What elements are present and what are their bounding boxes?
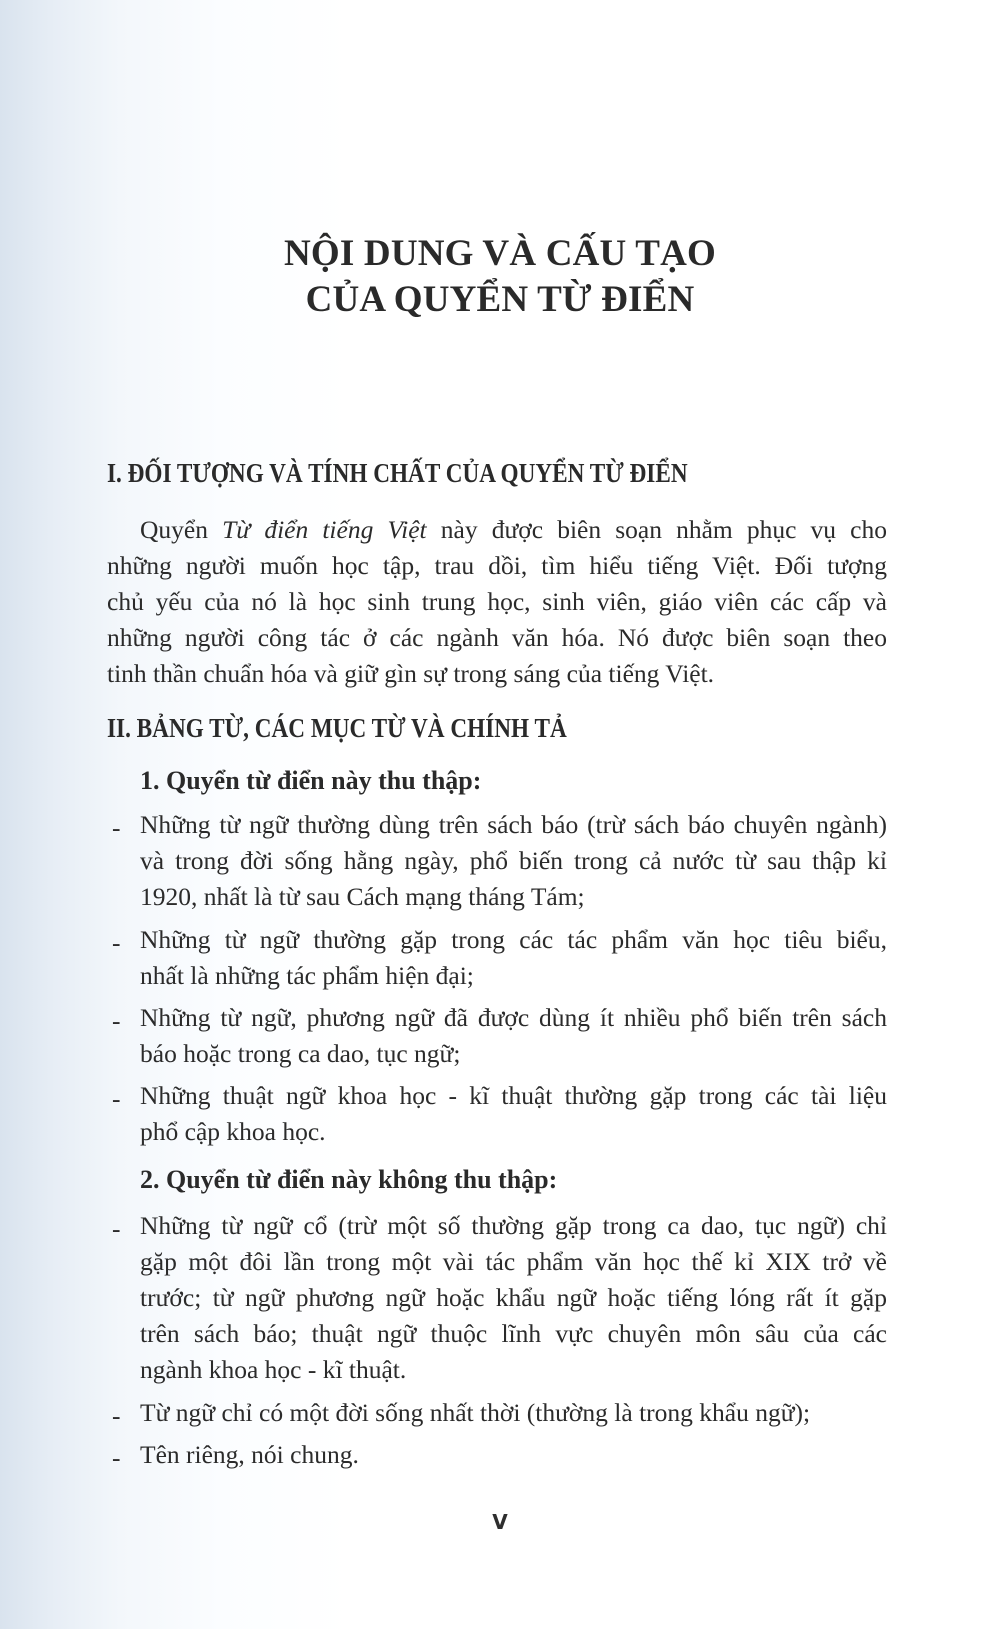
book-title-italic: Từ điển tiếng Việt bbox=[222, 515, 427, 544]
list-item-line: gặp một đôi lần trong một vài tác phẩm văn học thế kỉ XIX trở về bbox=[140, 1247, 887, 1276]
list-item-line: Những từ ngữ cổ (trừ một số thường gặp trong ca dao, tục ngữ) chỉ bbox=[140, 1211, 887, 1240]
list-item-line: Những từ ngữ thường dùng trên sách báo (trừ sách báo chuyên ngành) bbox=[140, 810, 887, 839]
list-item-line: và trong đời sống hằng ngày, phổ biến trong cả nước từ sau thập kỉ bbox=[140, 846, 887, 875]
page-title-line-2: CỦA QUYỂN TỪ ĐIỂN bbox=[305, 279, 695, 320]
list-item-line: trước; từ ngữ phương ngữ hoặc khẩu ngữ hoặc tiếng lóng rất ít gặp bbox=[140, 1283, 887, 1312]
bullet-dash: - bbox=[112, 1006, 121, 1035]
page-title-line-1: NỘI DUNG VÀ CẤU TẠO bbox=[283, 233, 717, 274]
list-item-line: trên sách báo; thuật ngữ thuộc lĩnh vực chuyên môn sâu của các bbox=[140, 1319, 887, 1348]
page-number: V bbox=[492, 1510, 508, 1534]
section-2-heading: II. BẢNG TỪ, CÁC MỤC TỪ VÀ CHÍNH TẢ bbox=[107, 713, 567, 743]
list-item-line: Tên riêng, nói chung. bbox=[140, 1440, 359, 1469]
bullet-dash: - bbox=[112, 813, 121, 842]
list-item-line: Từ ngữ chỉ có một đời sống nhất thời (thường là trong khẩu ngữ); bbox=[140, 1398, 811, 1427]
list-item-line: ngành khoa học - kĩ thuật. bbox=[140, 1355, 407, 1384]
list-item-line: Những thuật ngữ khoa học - kĩ thuật thường gặp trong các tài liệu bbox=[140, 1081, 887, 1110]
bullet-dash: - bbox=[112, 1084, 121, 1113]
section-1-paragraph-line: những người công tác ở các ngành văn hóa. Nó được biên soạn theo bbox=[107, 623, 887, 652]
section-1-paragraph-line: những người muốn học tập, trau dồi, tìm hiểu tiếng Việt. Đối tượng bbox=[107, 551, 887, 580]
list-item-line: nhất là những tác phẩm hiện đại; bbox=[140, 961, 474, 990]
list-item-line: Những từ ngữ, phương ngữ đã được dùng ít nhiều phổ biến trên sách bbox=[140, 1003, 887, 1032]
list-item-line: Những từ ngữ thường gặp trong các tác phẩm văn học tiêu biểu, bbox=[140, 925, 887, 954]
list-item-line: 1920, nhất là từ sau Cách mạng tháng Tám; bbox=[140, 882, 585, 911]
section-1-paragraph-line bbox=[140, 515, 887, 545]
bullet-dash: - bbox=[112, 1443, 121, 1472]
subsection-2-heading: 2. Quyển từ điển này không thu thập: bbox=[140, 1165, 558, 1194]
paragraph-text: Quyển bbox=[140, 515, 223, 544]
section-1-heading: I. ĐỐI TƯỢNG VÀ TÍNH CHẤT CỦA QUYỂN TỪ ĐIỂN bbox=[107, 458, 688, 488]
bullet-dash: - bbox=[112, 928, 121, 957]
bullet-dash: - bbox=[112, 1214, 121, 1243]
section-1-paragraph-line: chủ yếu của nó là học sinh trung học, sinh viên, giáo viên các cấp và bbox=[107, 587, 887, 616]
list-item-line: phổ cập khoa học. bbox=[140, 1117, 326, 1146]
bullet-dash: - bbox=[112, 1401, 121, 1430]
list-item-line: báo hoặc trong ca dao, tục ngữ; bbox=[140, 1039, 461, 1068]
subsection-1-heading: 1. Quyển từ điển này thu thập: bbox=[140, 766, 482, 795]
section-1-paragraph-line: tinh thần chuẩn hóa và giữ gìn sự trong sáng của tiếng Việt. bbox=[107, 659, 715, 688]
paragraph-text: này được biên soạn nhằm phục vụ cho bbox=[426, 515, 887, 544]
